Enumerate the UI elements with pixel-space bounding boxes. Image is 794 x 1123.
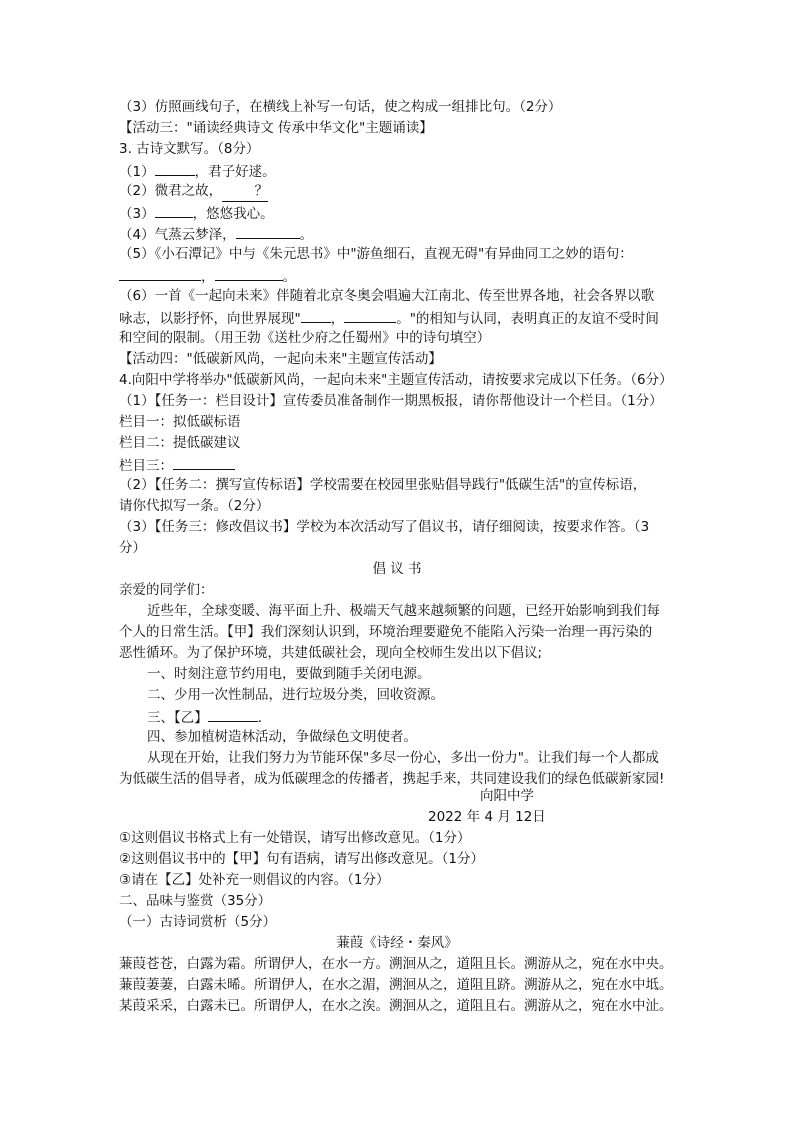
answer-blank: [119, 265, 201, 281]
answer-blank: [208, 706, 258, 722]
proposal-item-2: 二、少用一次性制品，进行垃圾分类，回收资源。: [147, 687, 444, 703]
task-1: （1）【任务一：栏目设计】宣传委员准备制作一期黑板报，请你帮他设计一个栏目。（1分）: [119, 393, 663, 409]
proposal-paragraph-1: 近些年，全球变暖、海平面上升、极端天气越来越频繁的问题，已经开始影响到我们每: [147, 603, 660, 619]
column-3: 栏目三：: [119, 454, 235, 476]
task-2-cont: 请你代拟写一条。（2分）: [119, 498, 270, 514]
question-3-title: 3. 古诗文默写。（8分）: [119, 141, 260, 157]
recite-item-2: （2）微君之故， ？: [119, 181, 268, 202]
answer-blank: [215, 265, 283, 281]
task-3: （3）【任务三：修改倡议书】学校为本次活动写了倡议书，请仔细阅读，按要求作答。（3: [119, 519, 650, 535]
answer-blank: [155, 160, 195, 176]
poem-verse-1: 蒹葭苍苍，白露为霜。所谓伊人，在水一方。溯洄从之，道阻且长。溯游从之，宛在水中央。: [119, 956, 673, 972]
proposal-paragraph-2: 从现在开始，让我们努力为节能环保"多尽一份心，多出一份力"。让我们每一个人都成: [147, 750, 659, 766]
recite-item-5-blanks: ， 。: [119, 265, 296, 287]
answer-blank: [344, 307, 396, 323]
recite-item-5: （5）《小石潭记》中与《朱元思书》中"游鱼细石，直视无碍"有异曲同工之妙的语句：: [119, 246, 633, 262]
sub-question-1: ①这则倡议书格式上有一处错误，请写出修改意见。（1分）: [119, 830, 471, 846]
task-2: （2）【任务二：撰写宣传标语】学校需要在校园里张贴倡导践行"低碳生活"的宣传标语，: [119, 477, 647, 493]
answer-blank: [155, 202, 193, 218]
poem-verse-2: 蒹葭萋萋，白露未晞。所谓伊人，在水之湄，溯洄从之，道阻且跻。溯游从之，宛在水中坻。: [119, 977, 673, 993]
sub-question-2: ②这则倡议书中的【甲】句有语病，请写出修改意见。（1分）: [119, 851, 484, 867]
proposal-paragraph-1-cont: 个人的日常生活。【甲】我们深刻认识到，环境治理要避免不能陷入污染一治理一再污染的: [119, 624, 653, 640]
poem-verse-3: 某葭采采，白露未已。所谓伊人，在水之涘。溯洄从之，道阻且右。溯游从之，宛在水中沚。: [119, 998, 673, 1014]
recite-item-6: （6）一首《一起向未来》伴随着北京冬奥会唱遍大江南北、传至世界各地，社会各界以歌: [119, 288, 655, 304]
column-2: 栏目二：提低碳建议: [119, 435, 241, 451]
answer-blank: [236, 223, 300, 239]
question-3-3: （3）仿照画线句子，在横线上补写一句话，使之构成一组排比句。（2分）: [119, 99, 562, 115]
answer-blank: ？: [222, 181, 268, 202]
recite-item-6-end: 和空间的限制。（用王勃《送杜少府之任蜀州》中的诗句填空）: [119, 330, 491, 346]
answer-blank: [301, 307, 331, 323]
poem-title: 蒹葭《诗经・秦风》: [336, 935, 458, 951]
task-3-cont: 分）: [119, 540, 146, 556]
proposal-paragraph-1-end: 恶性循环。为了保护环境，共建低碳社会，现向全校师生发出以下倡议;: [119, 645, 543, 661]
proposal-item-3: 三、【乙】 .: [147, 706, 262, 728]
answer-blank: [173, 454, 235, 470]
recite-item-4: （4）气蒸云梦泽， 。: [119, 223, 313, 245]
proposal-signature: 向阳中学: [480, 788, 534, 804]
section-2-part-1-heading: （一）古诗词赏析（5分）: [119, 914, 277, 930]
sub-question-3: ③请在【乙】处补充一则倡议的内容。（1分）: [119, 872, 390, 888]
column-1: 栏目一：拟低碳标语: [119, 414, 241, 430]
proposal-item-4: 四、参加植树造林活动，争做绿色文明使者。: [147, 729, 417, 745]
proposal-paragraph-2-cont: 为低碳生活的倡导者，成为低碳理念的传播者，携起手来，共同建设我们的绿色低碳新家园!: [119, 771, 665, 787]
recite-item-1: （1） ，君子好逑。: [119, 160, 276, 182]
section-2-heading: 二、品味与鉴赏（35分）: [119, 893, 272, 909]
proposal-greeting: 亲爱的同学们：: [119, 582, 214, 598]
recite-item-3: （3） ，悠悠我心。: [119, 202, 274, 224]
proposal-title: 倡 议 书: [372, 561, 422, 577]
proposal-item-1: 一、时刻注意节约用电，要做到随手关闭电源。: [147, 666, 431, 682]
proposal-date: 2022 年 4 月 12日: [428, 809, 546, 825]
activity-4-heading: 【活动四："低碳新风尚，一起向未来"主题宣传活动】: [119, 351, 442, 367]
recite-item-6-cont: 咏志，以影抒怀，向世界展现" ， 。"的相知与认同，表明真正的友谊不受时间: [119, 307, 659, 329]
question-4-title: 4.向阳中学将举办"低碳新风尚，一起向未来"主题宣传活动，请按要求完成以下任务。（6分）: [119, 372, 673, 388]
activity-3-heading: 【活动三："诵读经典诗文 传承中华文化"主题诵读】: [119, 120, 433, 136]
